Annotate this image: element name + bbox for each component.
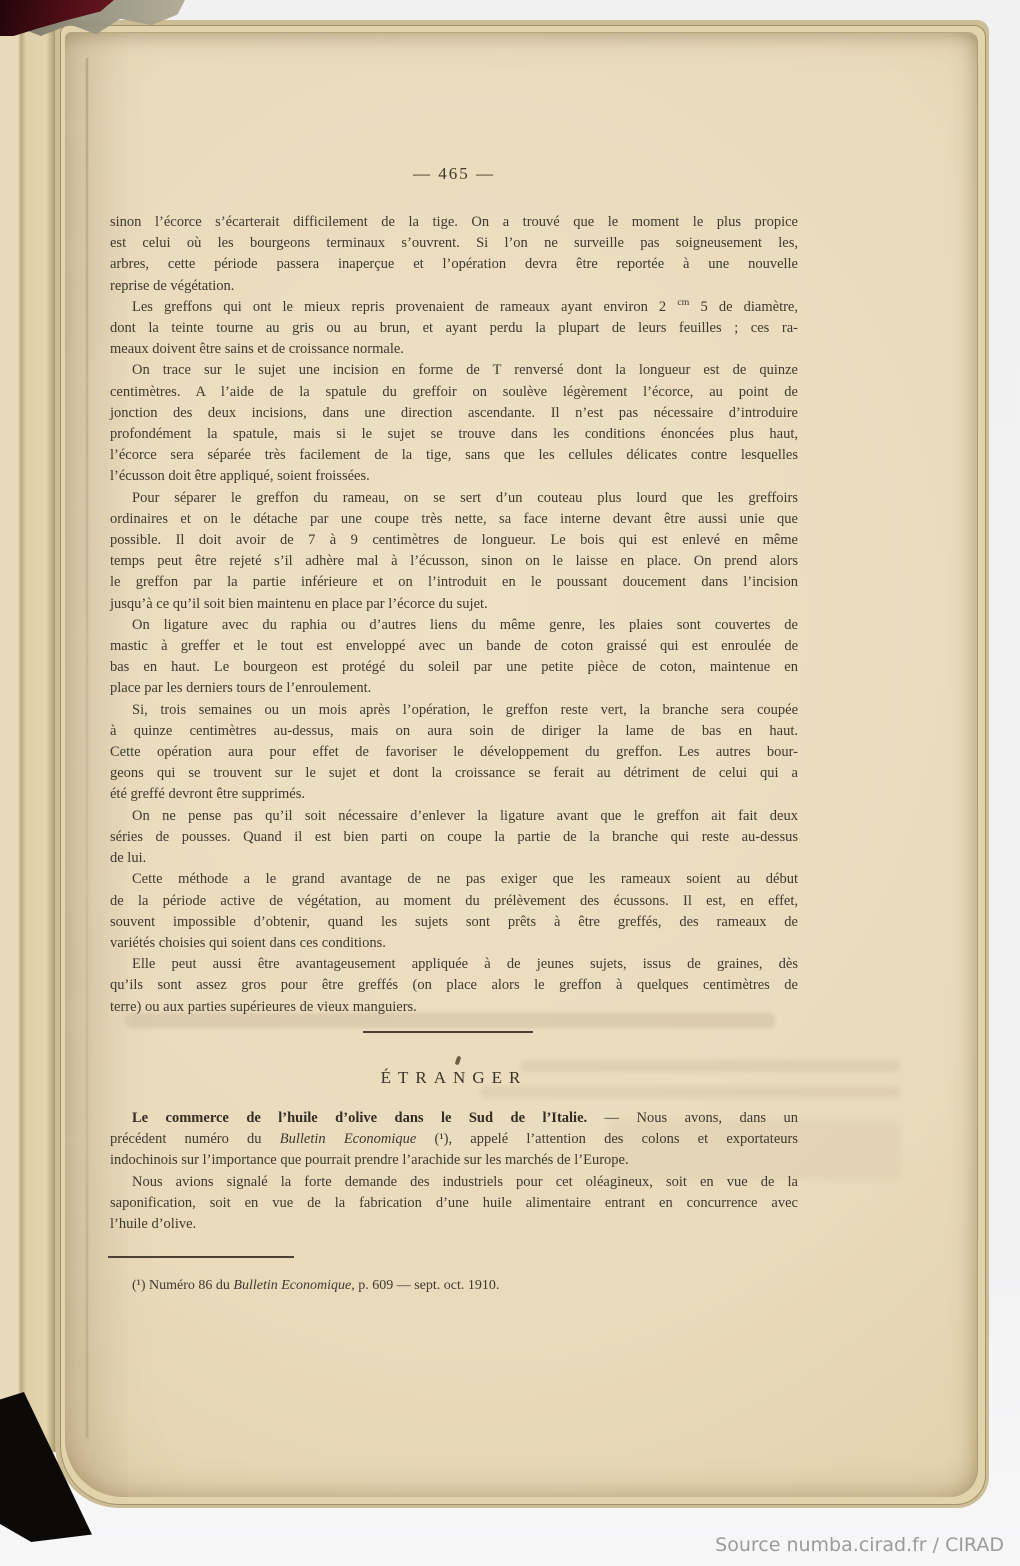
paragraph	[110, 1276, 798, 1296]
text-segment: Le commerce de l’huile d’olive dans le Sud de l’Italie.	[132, 1110, 588, 1126]
paragraph	[110, 615, 798, 700]
text-line: possible. Il doit avoir de 7 à 9 centimètres de longueur. Le bois qui est enlevé en même	[110, 532, 798, 549]
text-line: temps peut être rejeté s’il adhère mal à l’écusson, sinon on le laisse en place. On prend alors	[110, 553, 798, 570]
paragraph	[110, 1108, 798, 1172]
section-heading: ÉTRANGER	[380, 1068, 528, 1087]
facing-page-edge	[0, 0, 57, 1452]
text-line: geons qui se trouvent sur le sujet et dont la croissance se ferait au détriment de celui qui a	[110, 765, 798, 782]
text-segment: (¹) Numéro 86 du	[132, 1278, 234, 1293]
text-line: l’écorce sera séparée très facilement de la tige, sans que les cellules délicates contre lesquelles	[110, 447, 798, 464]
text-line: séries de pousses. Quand il est bien parti on coupe la partie de la branche qui reste au-dessus	[110, 828, 798, 845]
page-number: — 465 —	[413, 164, 495, 183]
text-line	[110, 1276, 798, 1296]
text-segment: Les greffons qui ont le mieux repris provenaient de rameaux ayant environ 2	[132, 298, 678, 315]
text-line: Nous avions signalé la forte demande des industriels pour cet oléagineux, soit en vue de la	[132, 1173, 798, 1190]
text-line: On trace sur le sujet une incision en forme de T renversé dont la longueur est de quinze	[132, 362, 798, 379]
text-segment: précédent numéro du	[110, 1131, 280, 1148]
text-line: sinon l’écorce s’écarterait difficilement de la tige. On a trouvé que le moment le plus propice	[110, 214, 798, 230]
text-line: terre) ou aux parties supérieures de vieux manguiers.	[110, 998, 417, 1015]
body-text-block	[110, 212, 798, 1018]
text-segment: , p. 609 — sept. oct. 1910.	[351, 1278, 500, 1293]
footnote-block	[110, 1276, 798, 1296]
paragraph	[110, 360, 798, 487]
text-segment: (¹), appelé l’attention des colons et exportateurs	[416, 1131, 798, 1148]
paragraph	[110, 869, 798, 954]
text-line: souvent impossible d’obtenir, quand les sujets sont prêts à être greffés, des rameaux de	[110, 913, 798, 930]
ink-speck	[455, 1056, 462, 1066]
text-line: jusqu’à ce qu’il soit bien maintenu en place par l’écorce du sujet.	[110, 595, 488, 612]
text-line: bas en haut. Le bourgeon est protégé du soleil par une petite pièce de coton, maintenue en	[110, 659, 798, 676]
paragraph	[110, 806, 798, 870]
text-line: profondément la spatule, mais si le sujet se trouve dans les conditions énoncées plus haut,	[110, 426, 798, 443]
text-segment: Bulletin Economique	[279, 1131, 417, 1148]
text-line: saponification, soit en vue de la fabrication d’une huile alimentaire entrant en concurrence avec	[110, 1194, 798, 1211]
etranger-text-block	[110, 1108, 798, 1235]
paragraph	[110, 212, 798, 297]
text-line: été greffé devront être supprimés.	[110, 786, 305, 803]
text-segment: Bulletin Economique	[233, 1278, 352, 1293]
text-line	[110, 297, 798, 318]
text-line: à quinze centimètres au-dessus, mais on aura soin de diriger la lame de bas en haut.	[110, 722, 798, 739]
text-line: meaux doivent être sains et de croissance normale.	[110, 341, 404, 358]
text-segment: 5 de diamètre,	[689, 298, 798, 315]
text-segment: cm	[677, 296, 690, 308]
text-line: de la période active de végétation, au moment du prélèvement des écussons. Il est, en effet,	[110, 892, 798, 909]
paragraph	[110, 954, 798, 1018]
text-line: Cette opération aura pour effet de favoriser le développement du greffon. Les autres bour-	[110, 744, 798, 761]
text-line: jonction des deux incisions, dans une direction ascendante. Il n’est pas nécessaire d’introduire	[110, 404, 798, 421]
text-line: place par les derniers tours de l’enroulement.	[110, 680, 372, 697]
section-separator-rule	[363, 1031, 533, 1033]
text-line: arbres, cette période passera inaperçue et l’opération devra être reportée à une nouvelle	[110, 256, 798, 273]
gutter-crease	[86, 58, 88, 1438]
text-line: centimètres. A l’aide de la spatule du greffoir on soulève légèrement l’écorce, au point de	[110, 383, 798, 400]
text-line: l’huile d’olive.	[110, 1216, 197, 1233]
text-segment: — Nous avons, dans un	[587, 1110, 798, 1126]
text-line: dont la teinte tourne au gris ou au brun, et ayant perdu la plupart de leurs feuilles ; ces ra-	[110, 320, 798, 337]
text-line: mastic à greffer et le tout est enveloppé avec un bande de coton graissé qui est enroulée de	[110, 638, 798, 655]
footnote-rule	[108, 1256, 294, 1258]
paragraph	[110, 700, 798, 806]
text-line: On ne pense pas qu’il soit nécessaire d’enlever la ligature avant que le greffon ait fait deux	[132, 807, 798, 824]
text-line: On ligature avec du raphia ou d’autres liens du même genre, les plaies sont couvertes de	[132, 616, 798, 633]
text-line: l’écusson doit être appliqué, soient froissées.	[110, 468, 370, 485]
text-line: variétés choisies qui soient dans ces conditions.	[110, 934, 386, 951]
text-line: le greffon par la partie inférieure et on l’introduit en le poussant doucement dans l’incision	[110, 574, 798, 591]
text-line: Elle peut aussi être avantageusement appliquée à de jeunes sujets, issus de graines, dès	[132, 956, 798, 973]
text-line: est celui où les bourgeons terminaux s’ouvrent. Si l’on ne surveille pas soigneusement les,	[110, 235, 798, 252]
text-line: de lui.	[110, 850, 147, 867]
source-credit: Source numba.cirad.fr / CIRAD	[715, 1534, 1004, 1556]
paragraph	[110, 297, 798, 361]
text-line: Si, trois semaines ou un mois après l’opération, le greffon reste vert, la branche sera coupée	[132, 701, 798, 718]
paragraph	[110, 1172, 798, 1236]
text-line: qu’ils sont assez gros pour être greffés (on place alors le greffon à quelques centimètres de	[110, 977, 798, 994]
text-line	[110, 1108, 798, 1129]
printed-content	[110, 0, 798, 1566]
text-line: indochinois sur l’importance que pourrait prendre l’arachide sur les marchés de l’Europe.	[110, 1152, 629, 1169]
text-line: ordinaires et on le détache par une coupe très nette, sa face interne devant être aussi unie que	[110, 510, 798, 527]
text-line: Pour séparer le greffon du rameau, on se sert d’un couteau plus lourd que les greffoirs	[132, 489, 798, 506]
paragraph	[110, 488, 798, 615]
text-line	[110, 1129, 798, 1150]
text-line: reprise de végétation.	[110, 277, 235, 294]
text-line: Cette méthode a le grand avantage de ne pas exiger que les rameaux soient au début	[132, 871, 798, 888]
